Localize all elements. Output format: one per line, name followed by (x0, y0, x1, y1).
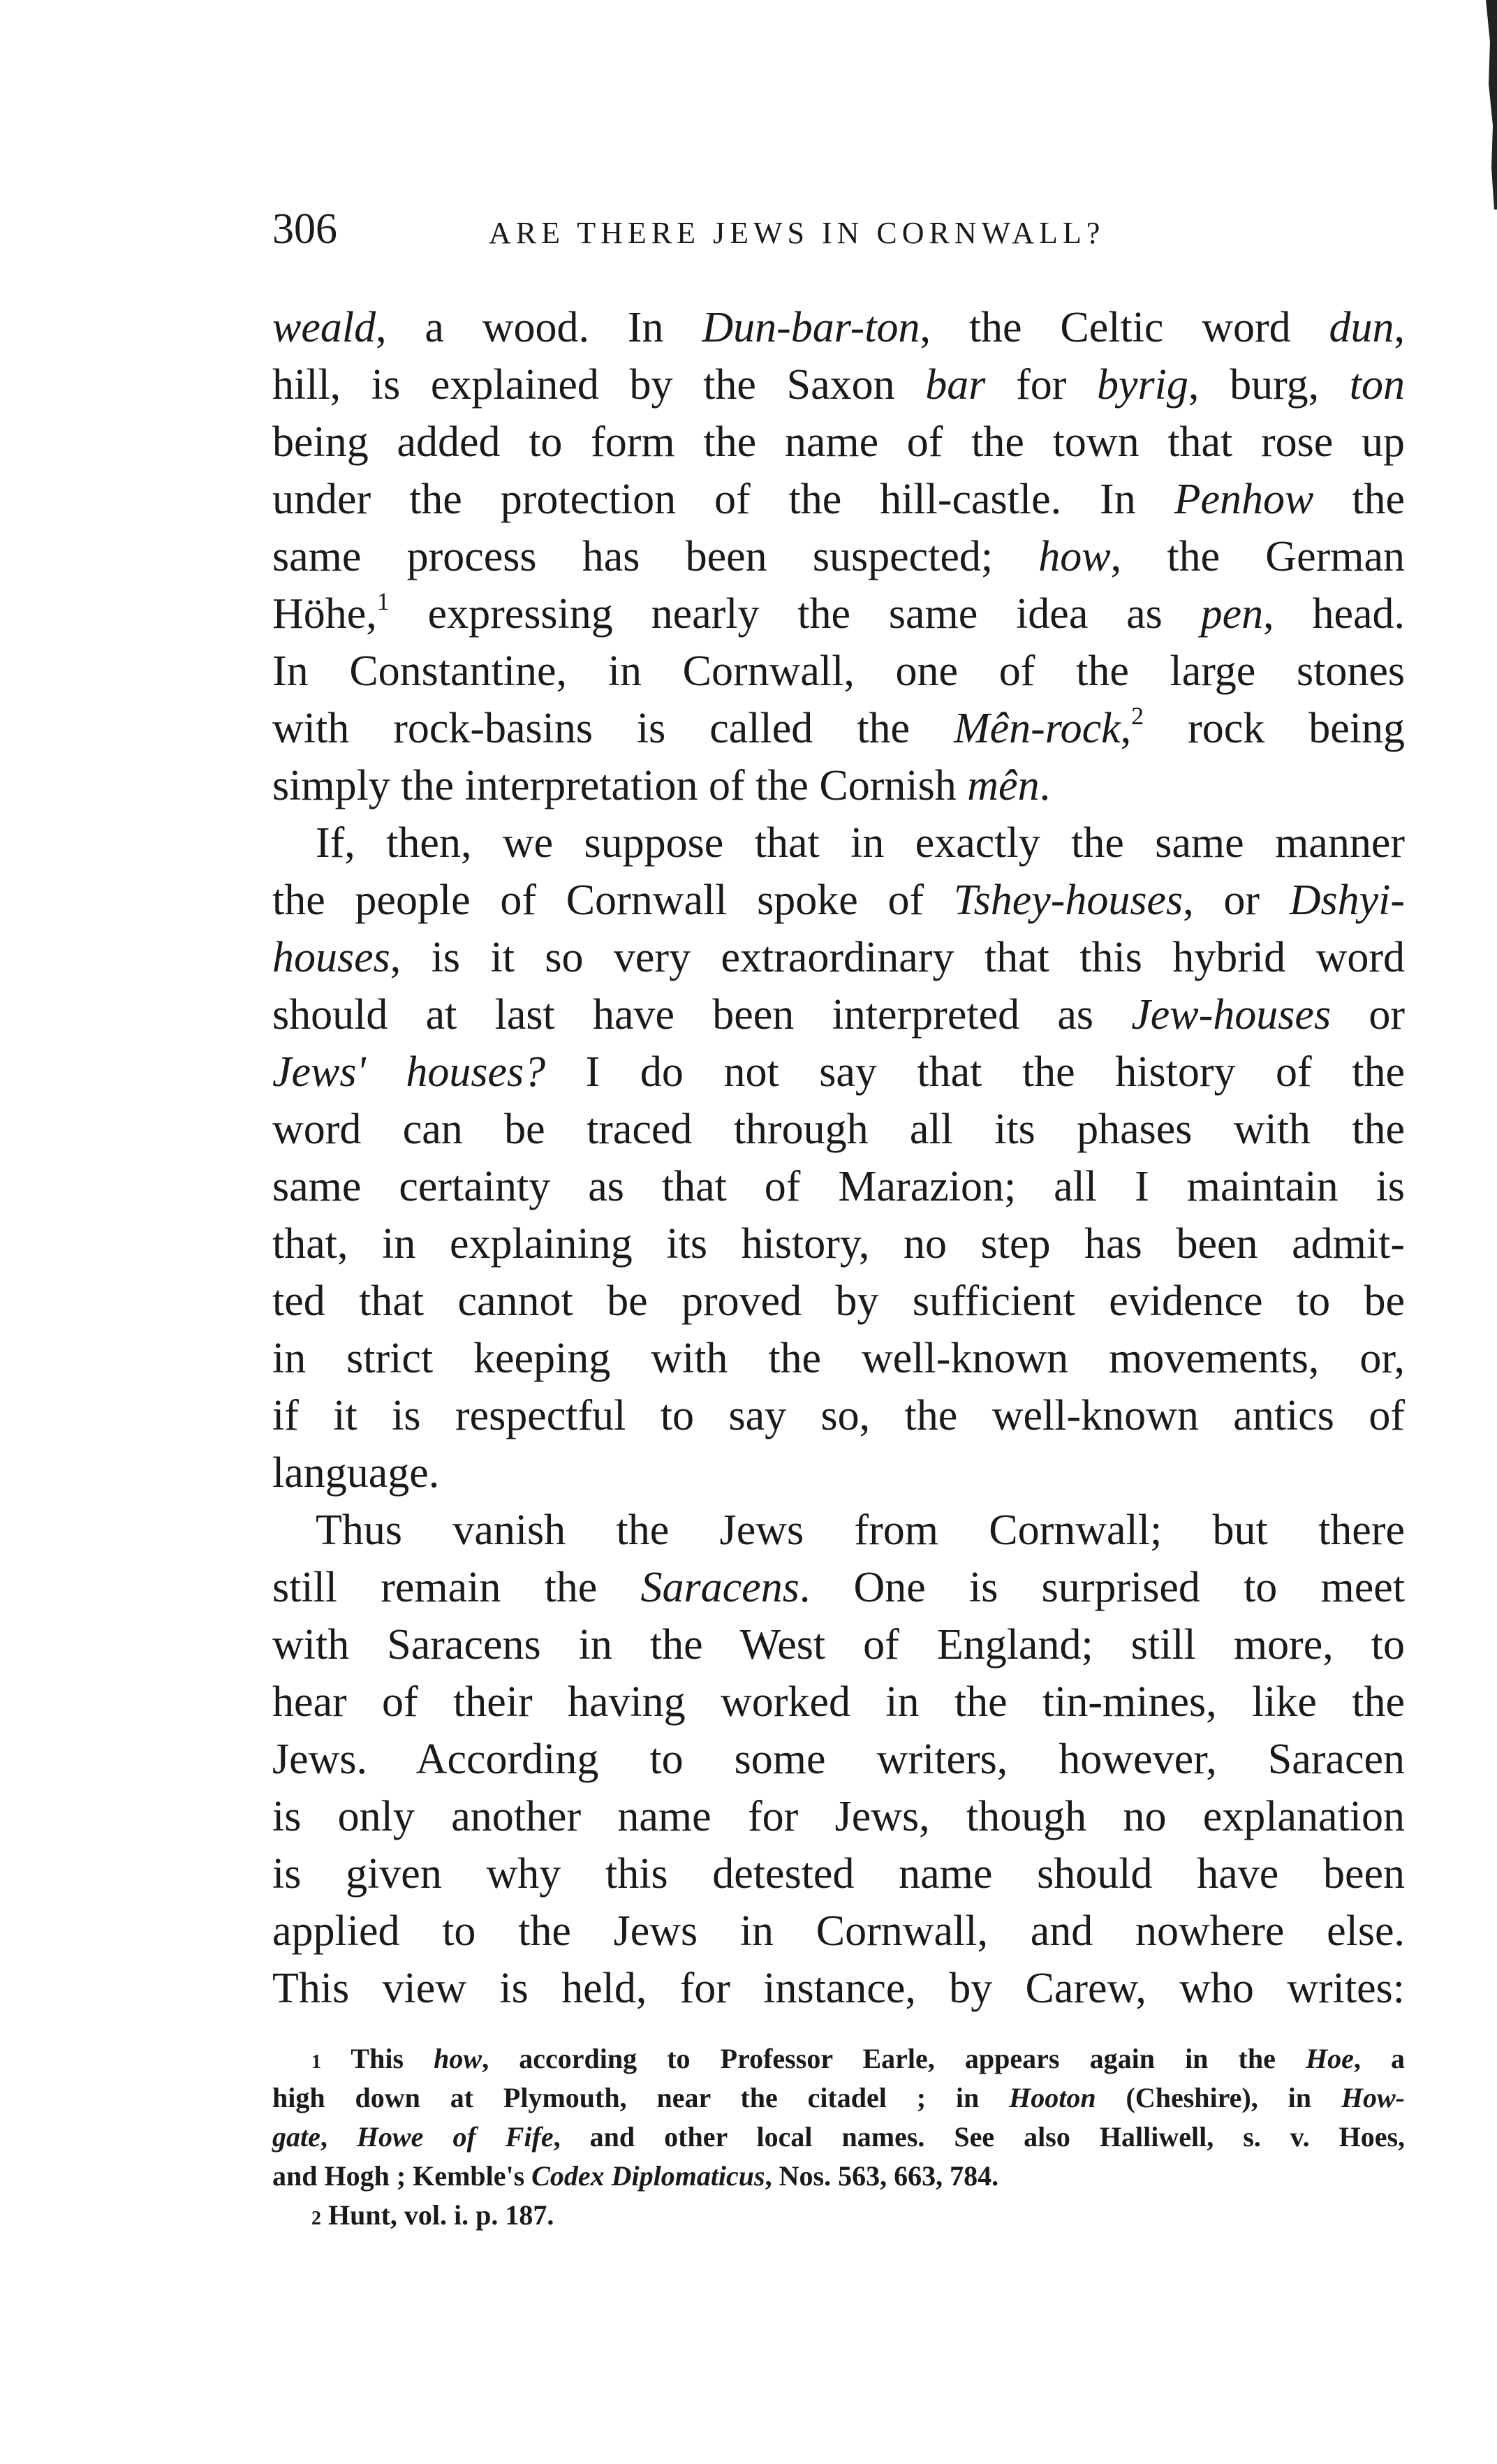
text-line: In Constantine, in Cornwall, one of the large stones (272, 647, 1405, 695)
text-line: This view is held, for instance, by Carew, who writes: (272, 1965, 1405, 2012)
text-line: houses, is it so very extraordinary that this hybrid word (272, 934, 1405, 981)
running-title: ARE THERE JEWS IN CORNWALL? (489, 216, 1105, 250)
page-number: 306 (272, 205, 337, 253)
text-line: if it is respectful to say so, the well-known antics of (272, 1392, 1405, 1439)
text-line: should at last have been interpreted as Jew-houses or (272, 991, 1405, 1039)
footnote-ref: 1 (376, 587, 390, 615)
page-edge-shadow (1482, 0, 1497, 210)
paragraph-start: If, then, we suppose that in exactly the same manner (316, 819, 1405, 867)
text-line: with rock-basins is called the Mên-rock,$^2$ rock being (272, 702, 1405, 752)
text-line: Höhe,$^1$ expressing nearly the same idea as pen, head. (272, 587, 1405, 638)
text-line: with Saracens in the West of England; still more, to (272, 1621, 1405, 1669)
text-line: is given why this detested name should have been (272, 1850, 1405, 1898)
footnotes (272, 2039, 1405, 2235)
text-line: language. (272, 1449, 440, 1497)
text-line: the people of Cornwall spoke of Tshey-houses, or Dshyi- (272, 877, 1405, 924)
text-line: Jews. According to some writers, however, Saracen (272, 1736, 1405, 1783)
text-line: being added to form the name of the town that rose up (272, 418, 1405, 466)
footnote-ref: 2 (1131, 702, 1144, 730)
paragraph-start: Thus vanish the Jews from Cornwall; but there (316, 1506, 1405, 1554)
text-line: ted that cannot be proved by sufficient evidence to be (272, 1277, 1405, 1325)
text-line: hear of their having worked in the tin-mines, like the (272, 1678, 1405, 1726)
footnote-line: gate, Howe of Fife, and other local names. See also Halliwell, s. v. Hoes, (272, 2121, 1406, 2153)
footnote-line: high down at Plymouth, near the citadel ; in Hooton (Cheshire), in How- (272, 2082, 1405, 2113)
text-line: under the protection of the hill-castle. In Penhow the (272, 476, 1406, 523)
footnote-2: 2 Hunt, vol. i. p. 187. (311, 2199, 554, 2231)
text-line: weald, a wood. In Dun-bar-ton, the Celtic word dun, (272, 304, 1405, 351)
text-line: is only another name for Jews, though no explanation (272, 1793, 1405, 1840)
text-line: same certainty as that of Marazion; all I maintain is (272, 1163, 1405, 1210)
text-line: simply the interpretation of the Cornish mên. (272, 762, 1051, 809)
text-line: same process has been suspected; how, the German (272, 533, 1405, 580)
body-text (272, 299, 1405, 2017)
text-line: still remain the Saracens. One is surprised to meet (272, 1564, 1405, 1611)
text-line: word can be traced through all its phases with the (272, 1106, 1405, 1153)
text-line: that, in explaining its history, no step has been admit- (272, 1220, 1405, 1268)
text-line: in strict keeping with the well-known movements, or, (272, 1335, 1405, 1382)
text-line: Jews' houses? I do not say that the history of the (272, 1048, 1405, 1096)
footnote-line: and Hogh ; Kemble's Codex Diplomaticus, Nos. 563, 663, 784. (272, 2160, 999, 2192)
text-line: hill, is explained by the Saxon bar for byrig, burg, ton (272, 361, 1405, 409)
text-line: applied to the Jews in Cornwall, and nowhere else. (272, 1907, 1405, 1955)
page-header (272, 201, 1403, 257)
footnote-1: 1 This how, according to Professor Earle, appears again in the Hoe, a (311, 2043, 1405, 2074)
